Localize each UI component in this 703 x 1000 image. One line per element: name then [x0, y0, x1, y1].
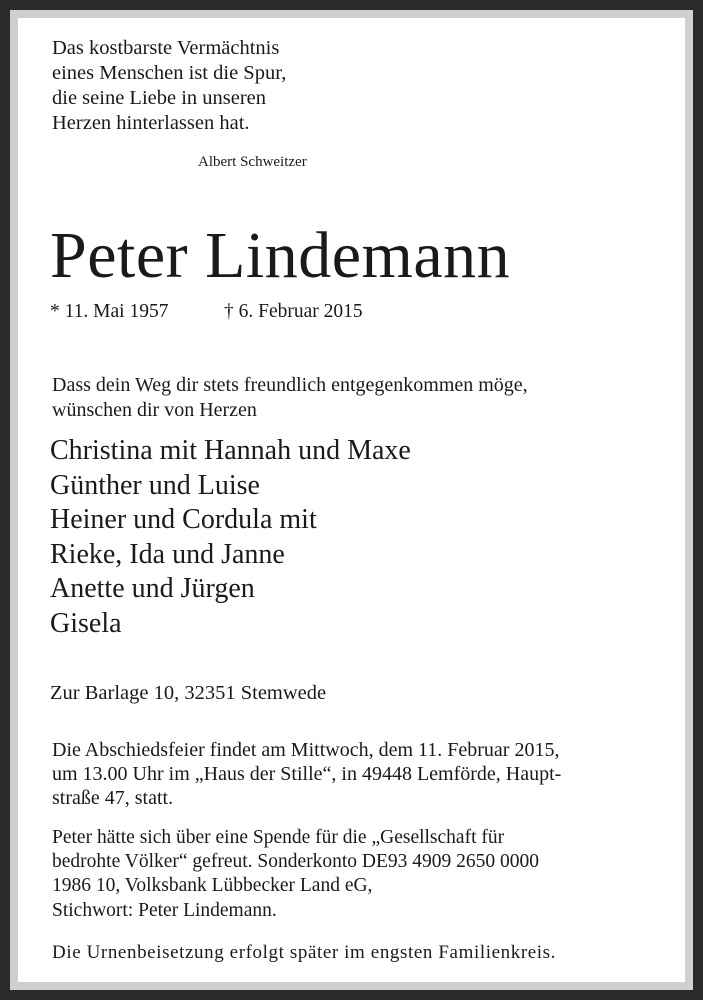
family-list [50, 434, 411, 642]
ceremony-line: um 13.00 Uhr im „Haus der Stille“, in 49448 Lemförde, Haupt- [52, 763, 562, 785]
family-member: Günther und Luise [50, 469, 260, 501]
birth-date: * 11. Mai 1957 [50, 301, 169, 322]
obituary-paper [18, 18, 685, 982]
donation-line: Peter hätte sich über eine Spende für die „Gesellschaft für [52, 827, 505, 848]
donation-line: 1986 10, Volksbank Lübbecker Land eG, [52, 875, 373, 896]
urn-notice: Die Urnenbeisetzung erfolgt später im engsten Familienkreis. [52, 942, 557, 963]
wish-line: wünschen dir von Herzen [52, 399, 257, 421]
donation-keyword: Stichwort: Peter Lindemann. [52, 900, 277, 921]
ceremony-line: Die Abschiedsfeier findet am Mittwoch, dem 11. Februar 2015, [52, 739, 560, 761]
quote [52, 36, 286, 136]
quote-line: Herzen hinterlassen hat. [52, 112, 250, 134]
donation-line: bedrohte Völker“ gefreut. Sonderkonto DE93 4909 2650 0000 [52, 851, 540, 872]
ceremony-line: straße 47, statt. [52, 787, 174, 809]
family-member: Gisela [50, 607, 122, 639]
family-member: Heiner und Cordula mit [50, 504, 317, 536]
family-member: Anette und Jürgen [50, 573, 255, 605]
quote-line: eines Menschen ist die Spur, [52, 62, 287, 84]
death-date: † 6. Februar 2015 [224, 301, 363, 322]
wish-text [52, 373, 528, 423]
quote-line: Das kostbarste Vermächtnis [52, 37, 280, 59]
deceased-name: Peter Lindemann [50, 219, 511, 292]
quote-line: die seine Liebe in unseren [52, 87, 267, 109]
wish-line: Dass dein Weg dir stets freundlich entgegenkommen möge, [52, 374, 528, 396]
ceremony-notice [52, 738, 561, 810]
family-member: Christina mit Hannah und Maxe [50, 435, 411, 466]
donation-notice [52, 826, 539, 898]
quote-author: Albert Schweitzer [198, 154, 307, 170]
address: Zur Barlage 10, 32351 Stemwede [50, 682, 327, 704]
family-member: Rieke, Ida und Janne [50, 538, 285, 570]
